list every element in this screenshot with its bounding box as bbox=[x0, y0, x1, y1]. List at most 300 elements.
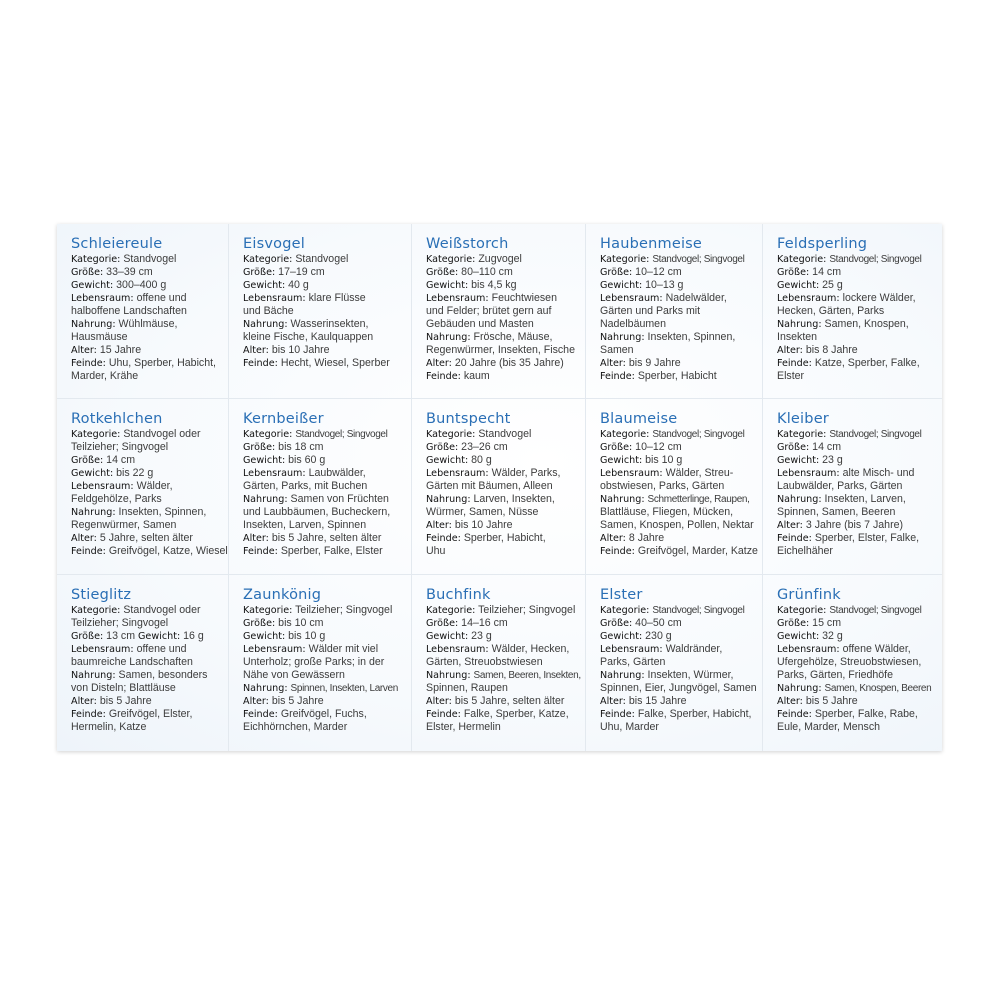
fact-line bbox=[600, 344, 756, 357]
fact-line bbox=[777, 682, 936, 695]
fact-value: Standvogel; Singvogel bbox=[295, 429, 388, 440]
fact-line bbox=[243, 292, 405, 305]
fact-line bbox=[71, 318, 222, 331]
fact-value: Samen, Knospen, Pollen, Nektar bbox=[600, 519, 754, 531]
fact-value: Gärten, Streuobstwiesen bbox=[426, 656, 543, 668]
fact-value: 20 Jahre (bis 35 Jahre) bbox=[454, 357, 564, 369]
fact-value: Wälder, Hecken, bbox=[491, 643, 570, 655]
fact-line bbox=[71, 604, 222, 617]
fact-label: Nahrung: bbox=[243, 683, 288, 694]
fact-label: Kategorie: bbox=[600, 429, 650, 440]
fact-label: Kategorie: bbox=[777, 429, 827, 440]
fact-line bbox=[426, 630, 579, 643]
fact-value: bis 9 Jahre bbox=[628, 357, 681, 369]
fact-label: Lebensraum: bbox=[600, 468, 663, 479]
fact-label: Lebensraum: bbox=[243, 293, 306, 304]
fact-value: 23–26 cm bbox=[461, 441, 508, 453]
fact-value: Eule, Marder, Mensch bbox=[777, 721, 881, 733]
fact-line bbox=[600, 519, 756, 532]
fact-label: Gewicht: bbox=[137, 631, 181, 642]
fact-label: Kategorie: bbox=[600, 605, 650, 616]
fact-line bbox=[243, 344, 405, 357]
fact-label: Feinde: bbox=[71, 709, 106, 720]
fact-line bbox=[426, 253, 579, 266]
fact-label: Feinde: bbox=[243, 358, 278, 369]
fact-value: bis 8 Jahre bbox=[805, 344, 858, 356]
fact-line bbox=[777, 630, 936, 643]
fact-label: Nahrung: bbox=[600, 332, 645, 343]
fact-label: Gewicht: bbox=[777, 455, 820, 466]
fact-value: Spinnen, Insekten, Larven bbox=[290, 683, 398, 694]
fact-value: Wasserinsekten, bbox=[290, 318, 369, 330]
fact-label: Gewicht: bbox=[71, 280, 114, 291]
fact-value: Gärten, Parks, mit Buchen bbox=[243, 480, 368, 492]
fact-label: Gewicht: bbox=[426, 280, 469, 291]
fact-line bbox=[426, 305, 579, 318]
fact-value: 17–19 cm bbox=[278, 266, 325, 278]
fact-value: Feuchtwiesen bbox=[491, 292, 557, 304]
fact-value: 10–12 cm bbox=[635, 441, 682, 453]
card-title: Elster bbox=[600, 587, 643, 603]
fact-value: bis 15 Jahre bbox=[628, 695, 687, 707]
fact-line bbox=[426, 428, 579, 441]
fact-value: 10–13 g bbox=[645, 279, 684, 291]
fact-line bbox=[777, 604, 936, 617]
fact-line bbox=[243, 643, 405, 656]
fact-value: Uhu, Sperber, Habicht, bbox=[108, 357, 217, 369]
fact-line bbox=[71, 669, 222, 682]
fact-value: Teilzieher; Singvogel bbox=[71, 441, 169, 453]
card-elster bbox=[586, 575, 763, 751]
fact-line bbox=[71, 428, 222, 441]
fact-line bbox=[777, 506, 936, 519]
fact-value: Greifvögel, Katze, Wiesel bbox=[108, 545, 228, 557]
fact-line bbox=[71, 441, 222, 454]
fact-label: Gewicht: bbox=[243, 455, 286, 466]
fact-value: Spinnen, Raupen bbox=[426, 682, 508, 694]
fact-label: Gewicht: bbox=[243, 280, 286, 291]
fact-label: Kategorie: bbox=[600, 254, 650, 265]
fact-value: Sperber, Habicht, bbox=[463, 532, 546, 544]
fact-value: Standvogel bbox=[478, 428, 532, 440]
fact-label: Nahrung: bbox=[777, 683, 822, 694]
fact-value: Standvogel; Singvogel bbox=[652, 605, 745, 616]
fact-value: Standvogel; Singvogel bbox=[829, 254, 922, 265]
fact-value: Wälder, Parks, bbox=[491, 467, 561, 479]
fact-value: bis 22 g bbox=[116, 467, 154, 479]
fact-line bbox=[243, 708, 405, 721]
fact-value: halboffene Landschaften bbox=[71, 305, 187, 317]
fact-value: Spinnen, Samen, Beeren bbox=[777, 506, 896, 518]
fact-line bbox=[600, 617, 756, 630]
fact-line bbox=[600, 695, 756, 708]
fact-line bbox=[600, 370, 756, 383]
fact-line bbox=[600, 480, 756, 493]
fact-line bbox=[243, 669, 405, 682]
fact-label: Kategorie: bbox=[426, 605, 476, 616]
fact-line bbox=[243, 279, 405, 292]
fact-label: Alter: bbox=[243, 696, 269, 707]
fact-line bbox=[777, 480, 936, 493]
fact-value: lockere Wälder, bbox=[842, 292, 916, 304]
fact-label: Lebensraum: bbox=[71, 644, 134, 655]
fact-value: 14 cm bbox=[812, 266, 842, 278]
fact-label: Nahrung: bbox=[426, 332, 471, 343]
fact-line bbox=[243, 682, 405, 695]
fact-label: Gewicht: bbox=[777, 631, 820, 642]
card-eisvogel bbox=[229, 224, 412, 399]
fact-line bbox=[777, 643, 936, 656]
fact-line bbox=[243, 318, 405, 331]
fact-line bbox=[777, 344, 936, 357]
fact-value: Laubwälder, bbox=[308, 467, 366, 479]
fact-label: Kategorie: bbox=[426, 254, 476, 265]
fact-value: Standvogel; Singvogel bbox=[652, 254, 745, 265]
fact-value: klare Flüsse bbox=[308, 292, 366, 304]
fact-line bbox=[600, 630, 756, 643]
fact-label: Lebensraum: bbox=[426, 644, 489, 655]
fact-value: Nadelbäumen bbox=[600, 318, 666, 330]
card-title: Haubenmeise bbox=[600, 236, 703, 252]
card-title: Stieglitz bbox=[71, 587, 132, 603]
fact-line bbox=[71, 279, 222, 292]
fact-value: 32 g bbox=[822, 630, 843, 642]
fact-value: bis 10 g bbox=[645, 454, 683, 466]
fact-value: von Disteln; Blattläuse bbox=[71, 682, 176, 694]
fact-value: Elster, Hermelin bbox=[426, 721, 501, 733]
card-title: Blaumeise bbox=[600, 411, 678, 427]
fact-value: Standvogel; Singvogel bbox=[829, 605, 922, 616]
fact-value: Teilzieher; Singvogel bbox=[295, 604, 393, 616]
fact-line bbox=[600, 604, 756, 617]
fact-label: Gewicht: bbox=[600, 280, 643, 291]
fact-line bbox=[71, 331, 222, 344]
fact-label: Lebensraum: bbox=[777, 644, 840, 655]
fact-line bbox=[777, 292, 936, 305]
fact-value: Gärten mit Bäumen, Alleen bbox=[426, 480, 553, 492]
fact-label: Kategorie: bbox=[71, 254, 121, 265]
fact-value: bis 5 Jahre, selten älter bbox=[271, 532, 382, 544]
fact-value: kleine Fische, Kaulquappen bbox=[243, 331, 374, 343]
fact-value: und Laubbäumen, Bucheckern, bbox=[243, 506, 391, 518]
fact-value: baumreiche Landschaften bbox=[71, 656, 193, 668]
fact-line bbox=[777, 266, 936, 279]
fact-value: Falke, Sperber, Habicht, bbox=[637, 708, 752, 720]
fact-value: Falke, Sperber, Katze, bbox=[463, 708, 569, 720]
fact-label: Alter: bbox=[71, 345, 97, 356]
fact-label: Gewicht: bbox=[777, 280, 820, 291]
fact-label: Alter: bbox=[777, 345, 803, 356]
fact-value: Frösche, Mäuse, bbox=[473, 331, 553, 343]
fact-value: Laubwälder, Parks, Gärten bbox=[777, 480, 903, 492]
fact-value: bis 10 Jahre bbox=[454, 519, 513, 531]
fact-label: Lebensraum: bbox=[777, 293, 840, 304]
fact-value: 300–400 g bbox=[116, 279, 167, 291]
card-title: Kernbeißer bbox=[243, 411, 324, 427]
fact-label: Kategorie: bbox=[243, 254, 293, 265]
fact-line bbox=[777, 519, 936, 532]
fact-line bbox=[71, 344, 222, 357]
fact-value: Parks, Gärten, Friedhöfe bbox=[777, 669, 893, 681]
fact-line bbox=[426, 480, 579, 493]
fact-value: 14 cm bbox=[106, 454, 136, 466]
fact-value: bis 10 Jahre bbox=[271, 344, 330, 356]
fact-line bbox=[71, 708, 222, 721]
fact-line bbox=[777, 441, 936, 454]
fact-line bbox=[600, 721, 756, 734]
fact-value: Hecht, Wiesel, Sperber bbox=[280, 357, 390, 369]
fact-label: Feinde: bbox=[777, 533, 812, 544]
fact-line bbox=[243, 630, 405, 643]
fact-line bbox=[71, 532, 222, 545]
fact-value: Teilzieher; Singvogel bbox=[478, 604, 576, 616]
fact-value: bis 5 Jahre, selten älter bbox=[454, 695, 565, 707]
card-title: Buchfink bbox=[426, 587, 491, 603]
fact-label: Lebensraum: bbox=[243, 468, 306, 479]
card-title: Feldsperling bbox=[777, 236, 868, 252]
fact-value: Standvogel; Singvogel bbox=[652, 429, 745, 440]
fact-value: Hausmäuse bbox=[71, 331, 128, 343]
fact-value: 15 cm bbox=[812, 617, 842, 629]
fact-line bbox=[777, 331, 936, 344]
fact-line bbox=[71, 370, 222, 383]
fact-value: Standvogel bbox=[123, 253, 177, 265]
fact-line bbox=[243, 545, 405, 558]
fact-line bbox=[243, 721, 405, 734]
fact-label: Nahrung: bbox=[243, 319, 288, 330]
fact-label: Lebensraum: bbox=[777, 468, 840, 479]
fact-label: Feinde: bbox=[426, 709, 461, 720]
fact-line bbox=[777, 656, 936, 669]
fact-line bbox=[600, 266, 756, 279]
fact-line bbox=[243, 519, 405, 532]
fact-value: Gebäuden und Masten bbox=[426, 318, 534, 330]
fact-value: Ufergehölze, Streuobstwiesen, bbox=[777, 656, 922, 668]
fact-label: Alter: bbox=[426, 696, 452, 707]
fact-line bbox=[600, 493, 756, 506]
fact-label: Nahrung: bbox=[600, 494, 645, 505]
fact-line bbox=[777, 467, 936, 480]
fact-label: Größe: bbox=[426, 618, 459, 629]
fact-line bbox=[426, 344, 579, 357]
fact-line bbox=[243, 454, 405, 467]
card-title: Schleiereule bbox=[71, 236, 163, 252]
fact-line bbox=[777, 454, 936, 467]
fact-line bbox=[777, 545, 936, 558]
fact-value: bis 10 cm bbox=[278, 617, 324, 629]
fact-value: 14 cm bbox=[812, 441, 842, 453]
fact-line bbox=[600, 656, 756, 669]
card-title: Rotkehlchen bbox=[71, 411, 163, 427]
fact-value: Wälder, Streu- bbox=[665, 467, 734, 479]
fact-value: Standvogel; Singvogel bbox=[829, 429, 922, 440]
fact-line bbox=[600, 545, 756, 558]
fact-label: Nahrung: bbox=[426, 494, 471, 505]
fact-line bbox=[426, 708, 579, 721]
fact-value: 5 Jahre, selten älter bbox=[99, 532, 193, 544]
fact-value: 80 g bbox=[471, 454, 492, 466]
fact-label: Nahrung: bbox=[71, 319, 116, 330]
card-title: Buntspecht bbox=[426, 411, 511, 427]
fact-label: Kategorie: bbox=[71, 429, 121, 440]
fact-line bbox=[243, 467, 405, 480]
fact-line bbox=[426, 617, 579, 630]
fact-value: 80–110 cm bbox=[461, 266, 513, 278]
fact-value: Standvogel oder bbox=[123, 604, 201, 616]
fact-value: 8 Jahre bbox=[628, 532, 665, 544]
fact-line bbox=[71, 266, 222, 279]
fact-value: Insekten, Larven, Spinnen bbox=[243, 519, 367, 531]
fact-line bbox=[426, 467, 579, 480]
fact-label: Gewicht: bbox=[243, 631, 286, 642]
fact-label: Nahrung: bbox=[243, 494, 288, 505]
fact-value: 230 g bbox=[645, 630, 672, 642]
fact-line bbox=[777, 305, 936, 318]
fact-label: Alter: bbox=[777, 696, 803, 707]
fact-line bbox=[71, 656, 222, 669]
fact-label: Alter: bbox=[71, 533, 97, 544]
fact-line bbox=[600, 441, 756, 454]
fact-value: obstwiesen, Parks, Gärten bbox=[600, 480, 725, 492]
fact-line bbox=[777, 708, 936, 721]
fact-line bbox=[243, 695, 405, 708]
fact-value: Unterholz; große Parks; in der bbox=[243, 656, 385, 668]
fact-line bbox=[426, 545, 579, 558]
fact-label: Feinde: bbox=[243, 709, 278, 720]
card-kernbeisser bbox=[229, 399, 412, 575]
fact-line bbox=[243, 656, 405, 669]
fact-label: Gewicht: bbox=[426, 455, 469, 466]
fact-value: Würmer, Samen, Nüsse bbox=[426, 506, 539, 518]
fact-label: Größe: bbox=[243, 442, 276, 453]
fact-label: Lebensraum: bbox=[71, 293, 134, 304]
fact-line bbox=[426, 669, 579, 682]
fact-line bbox=[600, 279, 756, 292]
fact-label: Nahrung: bbox=[600, 670, 645, 681]
fact-value: Blattläuse, Fliegen, Mücken, bbox=[600, 506, 734, 518]
fact-line bbox=[426, 318, 579, 331]
fact-line bbox=[243, 506, 405, 519]
fact-label: Feinde: bbox=[243, 546, 278, 557]
fact-line bbox=[426, 506, 579, 519]
fact-label: Lebensraum: bbox=[243, 644, 306, 655]
fact-value: bis 5 Jahre bbox=[805, 695, 858, 707]
fact-value: bis 4,5 kg bbox=[471, 279, 517, 291]
fact-line bbox=[777, 279, 936, 292]
fact-line bbox=[426, 695, 579, 708]
fact-line bbox=[600, 253, 756, 266]
fact-label: Lebensraum: bbox=[600, 293, 663, 304]
fact-value: Hecken, Gärten, Parks bbox=[777, 305, 885, 317]
fact-line bbox=[600, 331, 756, 344]
fact-value: Spinnen, Eier, Jungvögel, Samen bbox=[600, 682, 757, 694]
fact-value: Elster bbox=[777, 370, 805, 382]
fact-line bbox=[243, 441, 405, 454]
fact-label: Größe: bbox=[777, 442, 810, 453]
fact-value: 15 Jahre bbox=[99, 344, 142, 356]
fact-value: Samen, Beeren, Insekten, bbox=[473, 670, 581, 681]
fact-label: Größe: bbox=[71, 455, 104, 466]
fact-line bbox=[71, 519, 222, 532]
fact-label: Lebensraum: bbox=[71, 481, 134, 492]
fact-line bbox=[243, 532, 405, 545]
fact-value: Eichhörnchen, Marder bbox=[243, 721, 348, 733]
fact-value: Feldgehölze, Parks bbox=[71, 493, 162, 505]
fact-label: Größe: bbox=[243, 267, 276, 278]
fact-label: Größe: bbox=[426, 267, 459, 278]
fact-value: Wälder mit viel bbox=[308, 643, 379, 655]
fact-value: 14–16 cm bbox=[461, 617, 508, 629]
fact-label: Gewicht: bbox=[600, 455, 643, 466]
fact-line bbox=[600, 305, 756, 318]
fact-label: Größe: bbox=[426, 442, 459, 453]
fact-value: kaum bbox=[463, 370, 490, 382]
fact-label: Größe: bbox=[777, 267, 810, 278]
card-buntspecht bbox=[412, 399, 586, 575]
fact-value: 25 g bbox=[822, 279, 843, 291]
fact-value: Insekten bbox=[777, 331, 818, 343]
fact-value: offene Wälder, bbox=[842, 643, 911, 655]
fact-line bbox=[71, 643, 222, 656]
fact-line bbox=[600, 357, 756, 370]
fact-line bbox=[243, 480, 405, 493]
fact-line bbox=[243, 604, 405, 617]
fact-value: Insekten, Würmer, bbox=[647, 669, 734, 681]
fact-value: Sperber, Falke, Elster bbox=[280, 545, 383, 557]
fact-label: Feinde: bbox=[777, 709, 812, 720]
fact-label: Alter: bbox=[243, 533, 269, 544]
fact-label: Gewicht: bbox=[600, 631, 643, 642]
fact-line bbox=[243, 428, 405, 441]
fact-value: 16 g bbox=[183, 630, 204, 642]
fact-line bbox=[600, 682, 756, 695]
card-title: Grünfink bbox=[777, 587, 841, 603]
fact-line bbox=[71, 467, 222, 480]
fact-label: Größe: bbox=[600, 618, 633, 629]
card-gruenfink bbox=[763, 575, 942, 751]
fact-label: Alter: bbox=[243, 345, 269, 356]
fact-value: Regenwürmer, Insekten, Fische bbox=[426, 344, 575, 356]
fact-label: Nahrung: bbox=[426, 670, 471, 681]
fact-line bbox=[600, 428, 756, 441]
fact-value: 40 g bbox=[288, 279, 309, 291]
fact-line bbox=[243, 493, 405, 506]
fact-label: Alter: bbox=[426, 358, 452, 369]
fact-value: Standvogel oder bbox=[123, 428, 201, 440]
fact-line bbox=[71, 305, 222, 318]
card-feldsperling bbox=[763, 224, 942, 399]
fact-label: Kategorie: bbox=[777, 605, 827, 616]
fact-line bbox=[426, 331, 579, 344]
card-title: Zaunkönig bbox=[243, 587, 322, 603]
fact-line bbox=[71, 357, 222, 370]
fact-value: bis 5 Jahre bbox=[271, 695, 324, 707]
fact-label: Alter: bbox=[777, 520, 803, 531]
fact-line bbox=[71, 721, 222, 734]
fact-value: Nähe von Gewässern bbox=[243, 669, 345, 681]
fact-value: 10–12 cm bbox=[635, 266, 682, 278]
fact-label: Gewicht: bbox=[426, 631, 469, 642]
fact-label: Lebensraum: bbox=[600, 644, 663, 655]
fact-line bbox=[243, 253, 405, 266]
fact-line bbox=[600, 292, 756, 305]
bird-fact-sheet bbox=[57, 224, 942, 751]
card-blaumeise bbox=[586, 399, 763, 575]
fact-label: Lebensraum: bbox=[426, 293, 489, 304]
fact-value: Hermelin, Katze bbox=[71, 721, 147, 733]
fact-line bbox=[426, 279, 579, 292]
fact-line bbox=[71, 617, 222, 630]
